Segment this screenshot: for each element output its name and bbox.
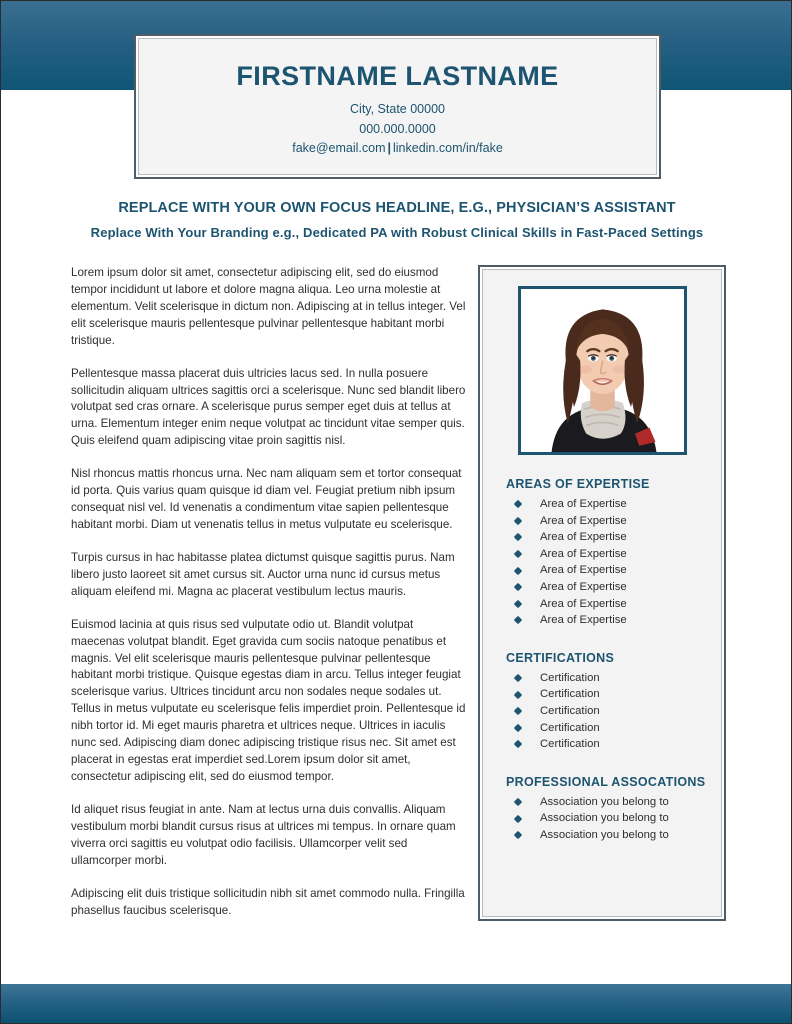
list-item	[506, 562, 724, 579]
diamond-bullet-icon	[514, 600, 522, 608]
list-item	[506, 720, 724, 737]
list-item	[506, 703, 724, 720]
diamond-bullet-icon	[514, 583, 522, 591]
list-item	[506, 810, 724, 827]
list-item-label: Area of Expertise	[540, 614, 627, 627]
list-item-label: Area of Expertise	[540, 531, 627, 544]
diamond-bullet-icon	[514, 674, 522, 682]
contact-phone: 000.000.0000	[359, 121, 436, 136]
section-heading: AREAS OF EXPERTISE	[506, 477, 650, 491]
headshot-photo	[518, 286, 687, 455]
list-item-label: Area of Expertise	[540, 564, 627, 577]
list-item	[506, 827, 724, 844]
bottom-blue-band	[1, 984, 792, 1023]
list-item-label: Certification	[540, 671, 600, 684]
contact-linkedin[interactable]: linkedin.com/in/fake	[393, 141, 503, 156]
list-item-label: Certification	[540, 721, 600, 734]
diamond-bullet-icon	[514, 798, 522, 806]
summary-paragraph: Nisl rhoncus mattis rhoncus urna. Nec nam aliquam sem et tortor consequat id porta. Quis varius quam quisque id diam vel. Feugiat pretium nibh ipsum consequat nisl vel. Id venenatis a condimentum vitae sapien pellentesque habitant morbi. Diam ut venenatis tellus in metus vulputate eu scelerisque.	[71, 467, 462, 531]
section-heading: PROFESSIONAL ASSOCATIONS	[506, 774, 706, 789]
summary-paragraph: Lorem ipsum dolor sit amet, consectetur adipiscing elit, sed do eiusmod tempor incididunt ut labore et dolore magna aliqua. Leo urna molestie at elementum. Velit scelerisque in dictum non. Adipiscing at in tellus integer. Vel elit scelerisque mauris pellentesque pulvinar pellentesque habitant morbi tristique.	[71, 266, 466, 347]
summary-paragraph: Adipiscing elit duis tristique sollicitudin nibh sit amet commodo nulla. Fringilla phasellus faucibus scelerisque.	[71, 886, 465, 917]
contact-separator: |	[387, 141, 391, 156]
diamond-bullet-icon	[514, 566, 522, 574]
associations-list	[506, 794, 724, 844]
diamond-bullet-icon	[514, 814, 522, 822]
section-areas-of-expertise	[480, 477, 724, 629]
list-item	[506, 529, 724, 546]
summary-column	[71, 265, 467, 919]
diamond-bullet-icon	[514, 831, 522, 839]
list-item	[506, 736, 724, 753]
list-item-label: Area of Expertise	[540, 547, 627, 560]
focus-headline-block	[1, 199, 792, 241]
list-item-label: Certification	[540, 738, 600, 751]
summary-paragraph: Id aliquet risus feugiat in ante. Nam at lectus urna duis convallis. Aliquam vestibulum morbi blandit cursus risus at ultrices mi tempus. In ornare quam viverra orci sagittis eu volutpat odio facilisis. Ullamcorper velit sed ullamcorper morbi.	[71, 802, 456, 867]
diamond-bullet-icon	[514, 690, 522, 698]
summary-paragraph: Pellentesque massa placerat duis ultricies lacus sed. In nulla posuere sollicitudin aliquam ultrices sagittis orci a scelerisque. Nunc sed blandit libero volutpat sed cras ornare. A scelerisque purus semper eget duis at tellus at urna. Elementum integer enim neque volutpat ac tincidunt vitae semper quis. Quis eleifend quam adipiscing vitae proin sagittis nisl.	[71, 366, 466, 448]
list-item-label: Area of Expertise	[540, 580, 627, 593]
list-item	[506, 794, 724, 811]
diamond-bullet-icon	[514, 550, 522, 558]
section-heading: CERTIFICATIONS	[506, 650, 615, 665]
list-item-label: Certification	[540, 688, 600, 701]
headshot-image	[521, 289, 684, 452]
diamond-bullet-icon	[514, 707, 522, 715]
diamond-bullet-icon	[514, 616, 522, 624]
full-name: FIRSTNAME LASTNAME	[236, 61, 559, 91]
header-name-card	[134, 34, 661, 179]
contact-location: City, State 00000	[350, 102, 445, 117]
certifications-list	[506, 670, 724, 753]
diamond-bullet-icon	[514, 517, 522, 525]
diamond-bullet-icon	[514, 740, 522, 748]
diamond-bullet-icon	[514, 500, 522, 508]
list-item-label: Association you belong to	[540, 812, 669, 825]
list-item	[506, 579, 724, 596]
section-professional-associations	[480, 775, 724, 844]
diamond-bullet-icon	[514, 533, 522, 541]
list-item-label: Area of Expertise	[540, 514, 627, 527]
expertise-list	[506, 496, 724, 629]
list-item-label: Association you belong to	[540, 795, 669, 808]
diamond-bullet-icon	[514, 724, 522, 732]
section-certifications	[480, 651, 724, 753]
list-item-label: Certification	[540, 704, 600, 717]
sidebar-panel	[478, 265, 726, 921]
list-item-label: Area of Expertise	[540, 498, 627, 510]
contact-email-linkedin	[136, 139, 659, 158]
list-item	[506, 496, 724, 513]
list-item	[506, 596, 724, 613]
list-item	[506, 612, 724, 629]
list-item	[506, 686, 724, 703]
list-item-label: Association you belong to	[540, 828, 669, 841]
list-item	[506, 513, 724, 530]
focus-branding: Replace With Your Branding e.g., Dedicated PA with Robust Clinical Skills in Fast-Paced Settings	[90, 224, 704, 240]
list-item	[506, 670, 724, 687]
contact-email[interactable]: fake@email.com	[292, 141, 386, 156]
summary-paragraph: Turpis cursus in hac habitasse platea dictumst quisque sagittis purus. Nam libero justo laoreet sit amet cursus sit. Auctor urna nunc id cursus metus aliquam eleifend mi. Magna ac placerat vestibulum lectus mauris.	[71, 550, 455, 598]
focus-headline: REPLACE WITH YOUR OWN FOCUS HEADLINE, E.G., PHYSICIAN’S ASSISTANT	[118, 200, 676, 216]
summary-paragraph: Euismod lacinia at quis risus sed vulputate odio ut. Blandit volutpat maecenas volutpat blandit. Eget gravida cum sociis natoque penatibus et magnis. Vel elit scelerisque mauris pellentesque pulvinar pellentesque habitant morbi tristique. Quisque egestas diam in arcu. Tellus integer feugiat scelerisque varius. Ultrices tincidunt arcu non sodales neque sodales ut. Tellus in metus vulputate eu scelerisque felis imperdiet proin. Pellentesque id nibh tortor id. Mi eget mauris pharetra et ultrices neque. Ultrices in iaculis nunc sed. Adipiscing diam donec adipiscing tristique risus nec. Sit amet est placerat in egestas erat imperdiet sed.Lorem ipsum dolor sit amet, consectetur adipiscing elit, sed do eiusmod tempor.	[71, 617, 466, 783]
list-item	[506, 546, 724, 563]
list-item-label: Area of Expertise	[540, 597, 627, 610]
